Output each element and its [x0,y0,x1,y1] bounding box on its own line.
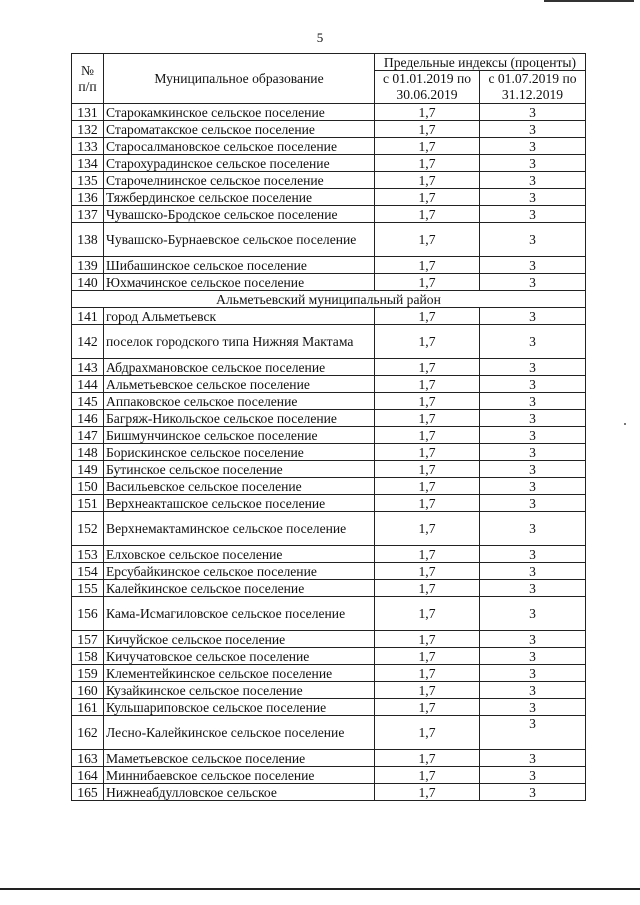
municipality-name: Тяжбердинское сельское поселение [104,189,375,206]
index-period-2: 3 [480,665,586,682]
index-period-2: 3 [480,597,586,631]
table-row [72,376,586,393]
index-period-2: 3 [480,478,586,495]
municipality-name: Лесно-Калейкинское сельское поселение [104,716,375,750]
row-number: 141 [72,308,104,325]
municipality-name: Старосалмановское сельское поселение [104,138,375,155]
indices-table [71,53,586,801]
page-bottom-edge [0,888,640,890]
table-row [72,104,586,121]
municipality-name: Чувашско-Бродское сельское поселение [104,206,375,223]
municipality-name: Ерсубайкинское сельское поселение [104,563,375,580]
index-period-1: 1,7 [375,376,480,393]
index-period-2: 3 [480,495,586,512]
row-number: 165 [72,784,104,801]
index-period-1: 1,7 [375,257,480,274]
index-period-2: 3 [480,682,586,699]
table-row [72,495,586,512]
municipality-name: Кама-Исмагиловское сельское поселение [104,597,375,631]
row-number: 146 [72,410,104,427]
table-row [72,461,586,478]
table-row [72,478,586,495]
municipality-name: Верхнеакташское сельское поселение [104,495,375,512]
index-period-1: 1,7 [375,172,480,189]
municipality-name: Борискинское сельское поселение [104,444,375,461]
index-period-1: 1,7 [375,427,480,444]
municipality-name: Бишмунчинское сельское поселение [104,427,375,444]
row-number: 134 [72,155,104,172]
index-period-1: 1,7 [375,716,480,750]
municipality-name: Клементейкинское сельское поселение [104,665,375,682]
table-row [72,223,586,257]
index-period-2: 3 [480,784,586,801]
table-row [72,325,586,359]
index-period-2: 3 [480,427,586,444]
municipality-name: Нижнеабдулловское сельское [104,784,375,801]
municipality-name: Кичучатовское сельское поселение [104,648,375,665]
municipality-name: Елховское сельское поселение [104,546,375,563]
municipality-name: Абдрахмановское сельское поселение [104,359,375,376]
index-period-2: 3 [480,376,586,393]
row-number: 162 [72,716,104,750]
row-number: 142 [72,325,104,359]
municipality-name: Багряж-Никольское сельское поселение [104,410,375,427]
row-number: 133 [72,138,104,155]
table-row [72,716,586,750]
row-number: 144 [72,376,104,393]
header-name: Муниципальное образование [104,54,375,104]
index-period-2: 3 [480,172,586,189]
index-period-2: 3 [480,750,586,767]
table-row [72,257,586,274]
table-row [72,580,586,597]
municipality-name: Староматакское сельское поселение [104,121,375,138]
table-row [72,393,586,410]
section-title: Альметьевский муниципальный район [72,291,586,308]
table-row [72,682,586,699]
index-period-2: 3 [480,512,586,546]
row-number: 158 [72,648,104,665]
header-period-1: с 01.01.2019 по 30.06.2019 [375,71,480,104]
table-row [72,274,586,291]
table-row [72,784,586,801]
row-number: 164 [72,767,104,784]
index-period-1: 1,7 [375,665,480,682]
table-row [72,410,586,427]
table-row [72,767,586,784]
municipality-name: Бутинское сельское поселение [104,461,375,478]
page-number: 5 [316,30,324,45]
table-row [72,427,586,444]
row-number: 161 [72,699,104,716]
municipality-name: Юхмачинское сельское поселение [104,274,375,291]
municipality-name: Миннибаевское сельское поселение [104,767,375,784]
index-period-2: 3 [480,393,586,410]
index-period-2: 3 [480,631,586,648]
index-period-2: 3 [480,648,586,665]
table-row [72,665,586,682]
table-row [72,444,586,461]
index-period-1: 1,7 [375,393,480,410]
row-number: 145 [72,393,104,410]
section-row [72,291,586,308]
municipality-name: Старокамкинское сельское поселение [104,104,375,121]
table-row [72,172,586,189]
index-period-1: 1,7 [375,444,480,461]
index-period-1: 1,7 [375,767,480,784]
index-period-1: 1,7 [375,563,480,580]
municipality-name: Кульшариповское сельское поселение [104,699,375,716]
corner-mark [544,0,634,2]
municipality-name: Кузайкинское сельское поселение [104,682,375,699]
row-number: 163 [72,750,104,767]
row-number: 135 [72,172,104,189]
table-row [72,359,586,376]
index-period-1: 1,7 [375,223,480,257]
table-row [72,648,586,665]
table-row [72,155,586,172]
row-number: 151 [72,495,104,512]
row-number: 153 [72,546,104,563]
row-number: 132 [72,121,104,138]
header-indices: Предельные индексы (проценты) [375,54,586,71]
row-number: 149 [72,461,104,478]
row-number: 157 [72,631,104,648]
index-period-1: 1,7 [375,648,480,665]
index-period-1: 1,7 [375,495,480,512]
municipality-name: Чувашско-Бурнаевское сельское поселение [104,223,375,257]
table-row [72,206,586,223]
index-period-1: 1,7 [375,631,480,648]
index-period-1: 1,7 [375,461,480,478]
municipality-name: Верхнемактаминское сельское поселение [104,512,375,546]
table-row [72,189,586,206]
index-period-1: 1,7 [375,104,480,121]
index-period-1: 1,7 [375,325,480,359]
row-number: 155 [72,580,104,597]
municipality-name: Старохурадинское сельское поселение [104,155,375,172]
index-period-2: 3 [480,121,586,138]
index-period-1: 1,7 [375,699,480,716]
index-period-1: 1,7 [375,155,480,172]
row-number: 160 [72,682,104,699]
table-row [72,121,586,138]
municipality-name: поселок городского типа Нижняя Мактама [104,325,375,359]
index-period-1: 1,7 [375,478,480,495]
index-period-1: 1,7 [375,274,480,291]
municipality-name: город Альметьевск [104,308,375,325]
index-period-2: 3 [480,189,586,206]
index-period-2: 3 [480,546,586,563]
index-period-1: 1,7 [375,512,480,546]
index-period-1: 1,7 [375,410,480,427]
header-num: № п/п [72,54,104,104]
table-row [72,699,586,716]
index-period-2: 3 [480,257,586,274]
municipality-name: Альметьевское сельское поселение [104,376,375,393]
table-row [72,512,586,546]
row-number: 143 [72,359,104,376]
table-body [72,104,586,801]
index-period-1: 1,7 [375,546,480,563]
row-number: 150 [72,478,104,495]
margin-dot [624,423,626,425]
index-period-2: 3 [480,410,586,427]
index-period-2: 3 [480,359,586,376]
index-period-2: 3 [480,274,586,291]
row-number: 131 [72,104,104,121]
row-number: 156 [72,597,104,631]
index-period-2: 3 [480,155,586,172]
index-period-1: 1,7 [375,189,480,206]
table-row [72,308,586,325]
index-period-2: 3 [480,580,586,597]
municipality-name: Кичуйское сельское поселение [104,631,375,648]
index-period-1: 1,7 [375,597,480,631]
municipality-name: Калейкинское сельское поселение [104,580,375,597]
municipality-name: Шибашинское сельское поселение [104,257,375,274]
row-number: 148 [72,444,104,461]
index-period-1: 1,7 [375,750,480,767]
index-period-1: 1,7 [375,206,480,223]
index-period-2: 3 [480,563,586,580]
row-number: 147 [72,427,104,444]
index-period-1: 1,7 [375,308,480,325]
index-period-2: 3 [480,138,586,155]
table-row [72,597,586,631]
table-row [72,631,586,648]
row-number: 152 [72,512,104,546]
index-period-1: 1,7 [375,359,480,376]
index-period-2: 3 [480,104,586,121]
header-period-2: с 01.07.2019 по 31.12.2019 [480,71,586,104]
index-period-2: 3 [480,767,586,784]
index-period-2: 3 [480,461,586,478]
row-number: 140 [72,274,104,291]
municipality-name: Аппаковское сельское поселение [104,393,375,410]
table-row [72,138,586,155]
municipality-name: Старочелнинское сельское поселение [104,172,375,189]
index-period-2: 3 [480,308,586,325]
table-row [72,750,586,767]
municipality-name: Маметьевское сельское поселение [104,750,375,767]
row-number: 138 [72,223,104,257]
index-period-2: 3 [480,699,586,716]
index-period-1: 1,7 [375,138,480,155]
row-number: 137 [72,206,104,223]
index-period-2: 3 [480,444,586,461]
index-period-1: 1,7 [375,784,480,801]
index-period-2: 3 [480,716,586,750]
row-number: 139 [72,257,104,274]
row-number: 136 [72,189,104,206]
table-row [72,563,586,580]
index-period-1: 1,7 [375,121,480,138]
index-period-2: 3 [480,325,586,359]
municipality-name: Васильевское сельское поселение [104,478,375,495]
row-number: 159 [72,665,104,682]
table-row [72,546,586,563]
index-period-2: 3 [480,206,586,223]
index-period-1: 1,7 [375,682,480,699]
index-period-1: 1,7 [375,580,480,597]
row-number: 154 [72,563,104,580]
index-period-2: 3 [480,223,586,257]
